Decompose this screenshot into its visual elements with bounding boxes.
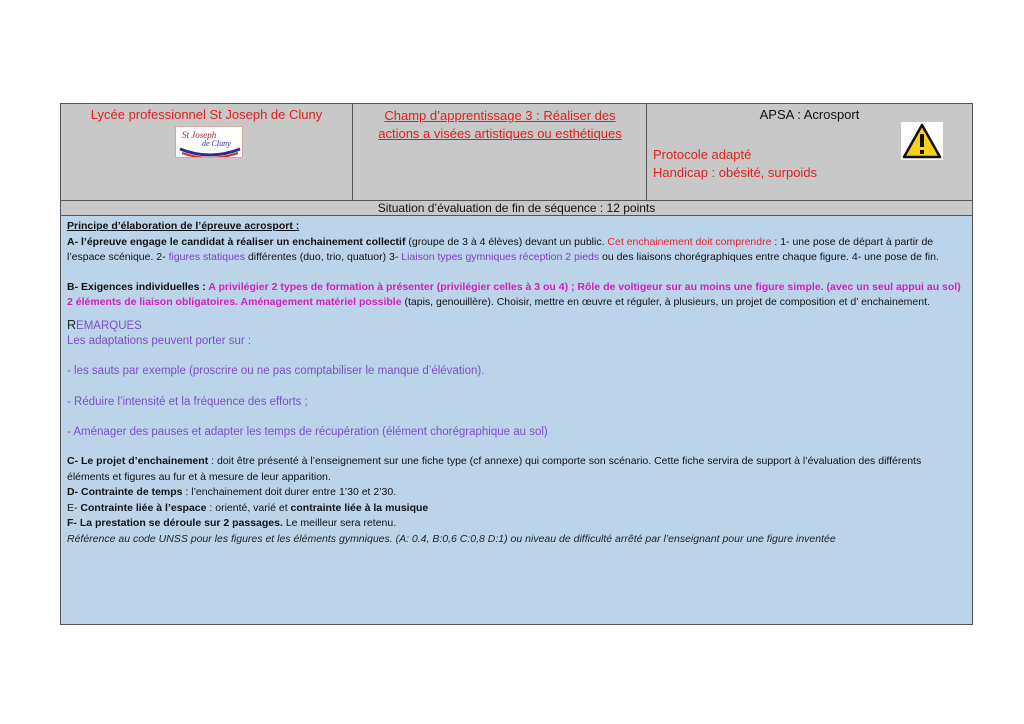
apsa-title: APSA : Acrosport — [759, 107, 860, 122]
remarques-intro: Les adaptations peuvent porter sur : — [67, 334, 252, 347]
remarques-title: REMARQUES — [67, 317, 142, 332]
section-c: C- Le projet d’enchainement : doit être présenté à l’enseignement sur une fiche type (cf annexe) qui comporte son scénario. Cette fiche servira de support à l’évaluation des différents éléments et figures au fur et à mesure de leur apparition. — [67, 455, 922, 483]
remarques-block — [67, 318, 964, 441]
reference-note: Référence au code UNSS pour les figures et les éléments gymniques. (A: 0.4, B:0,6 C:0,8 D:1) ou niveau de difficulté arrêté par l’enseignant pour une figure inventée — [67, 532, 836, 545]
champ-title: Champ d’apprentissage 3 : Réaliser des actions a visées artistiques ou esthétiques — [378, 108, 622, 141]
protocol-info — [653, 146, 817, 182]
situation-banner: Situation d’évaluation de fin de séquence : 12 points — [61, 200, 972, 216]
evaluation-sheet — [60, 103, 973, 625]
section-f: F- La prestation se déroule sur 2 passages. Le meilleur sera retenu. — [67, 517, 397, 529]
protocol-label: Protocole adapté — [653, 147, 752, 162]
svg-text:de Cluny: de Cluny — [202, 139, 231, 148]
section-d: D- Contrainte de temps : l’enchainement doit durer entre 1’30 et 2’30. — [67, 486, 397, 498]
section-a: A- l’épreuve engage le candidat à réaliser un enchainement collectif (groupe de 3 à 4 élèves) devant un public. Cet enchainement doit comprendre : 1- une pose de départ à partir de l’espace scénique. 2- figures statiques différentes (duo, trio, quatuor) 3- Liaison types gymniques réception 2 pieds ou des liaisons chorégraphiques entre chaque figure. 4- une pose de fin. — [67, 235, 939, 263]
header-champ-cell — [353, 104, 647, 200]
principe-heading: Principe d’élaboration de l’épreuve acrosport : — [67, 220, 300, 232]
section-e: E- Contrainte liée à l’espace : orienté, varié et contrainte liée à la musique — [67, 501, 429, 514]
school-logo — [175, 126, 243, 158]
warning-triangle-icon — [901, 122, 943, 160]
remarques-item-3: - Aménager des pauses et adapter les temps de récupération (élément chorégraphique au sol) — [67, 426, 548, 438]
handicap-label: Handicap : obésité, surpoids — [653, 165, 818, 180]
section-b: B- Exigences individuelles : A privilégier 2 types de formation à présenter (privilégier celles à 3 ou 4) ; Rôle de voltigeur sur au moins une figure simple. (avec un seul appui au sol) 2 éléments de liaison obligatoires. Aménagement matériel possible (tapis, genouillère). Choisir, mettre en œuvre et réguler, à plusieurs, un projet de composition et d’ enchainement. — [67, 280, 961, 308]
header-apsa-cell — [647, 104, 972, 200]
header-school-cell — [61, 104, 353, 200]
remarques-item-1: - les sauts par exemple (proscrire ou ne pas comptabiliser le manque d’élévation). — [67, 365, 485, 377]
svg-text:St Joseph: St Joseph — [182, 130, 217, 140]
content-body — [61, 216, 972, 624]
school-logo-graphic — [176, 127, 243, 158]
school-name: Lycée professionnel St Joseph de Cluny — [90, 107, 323, 122]
remarques-item-2: - Réduire l’intensité et la fréquence des efforts ; — [67, 395, 308, 408]
